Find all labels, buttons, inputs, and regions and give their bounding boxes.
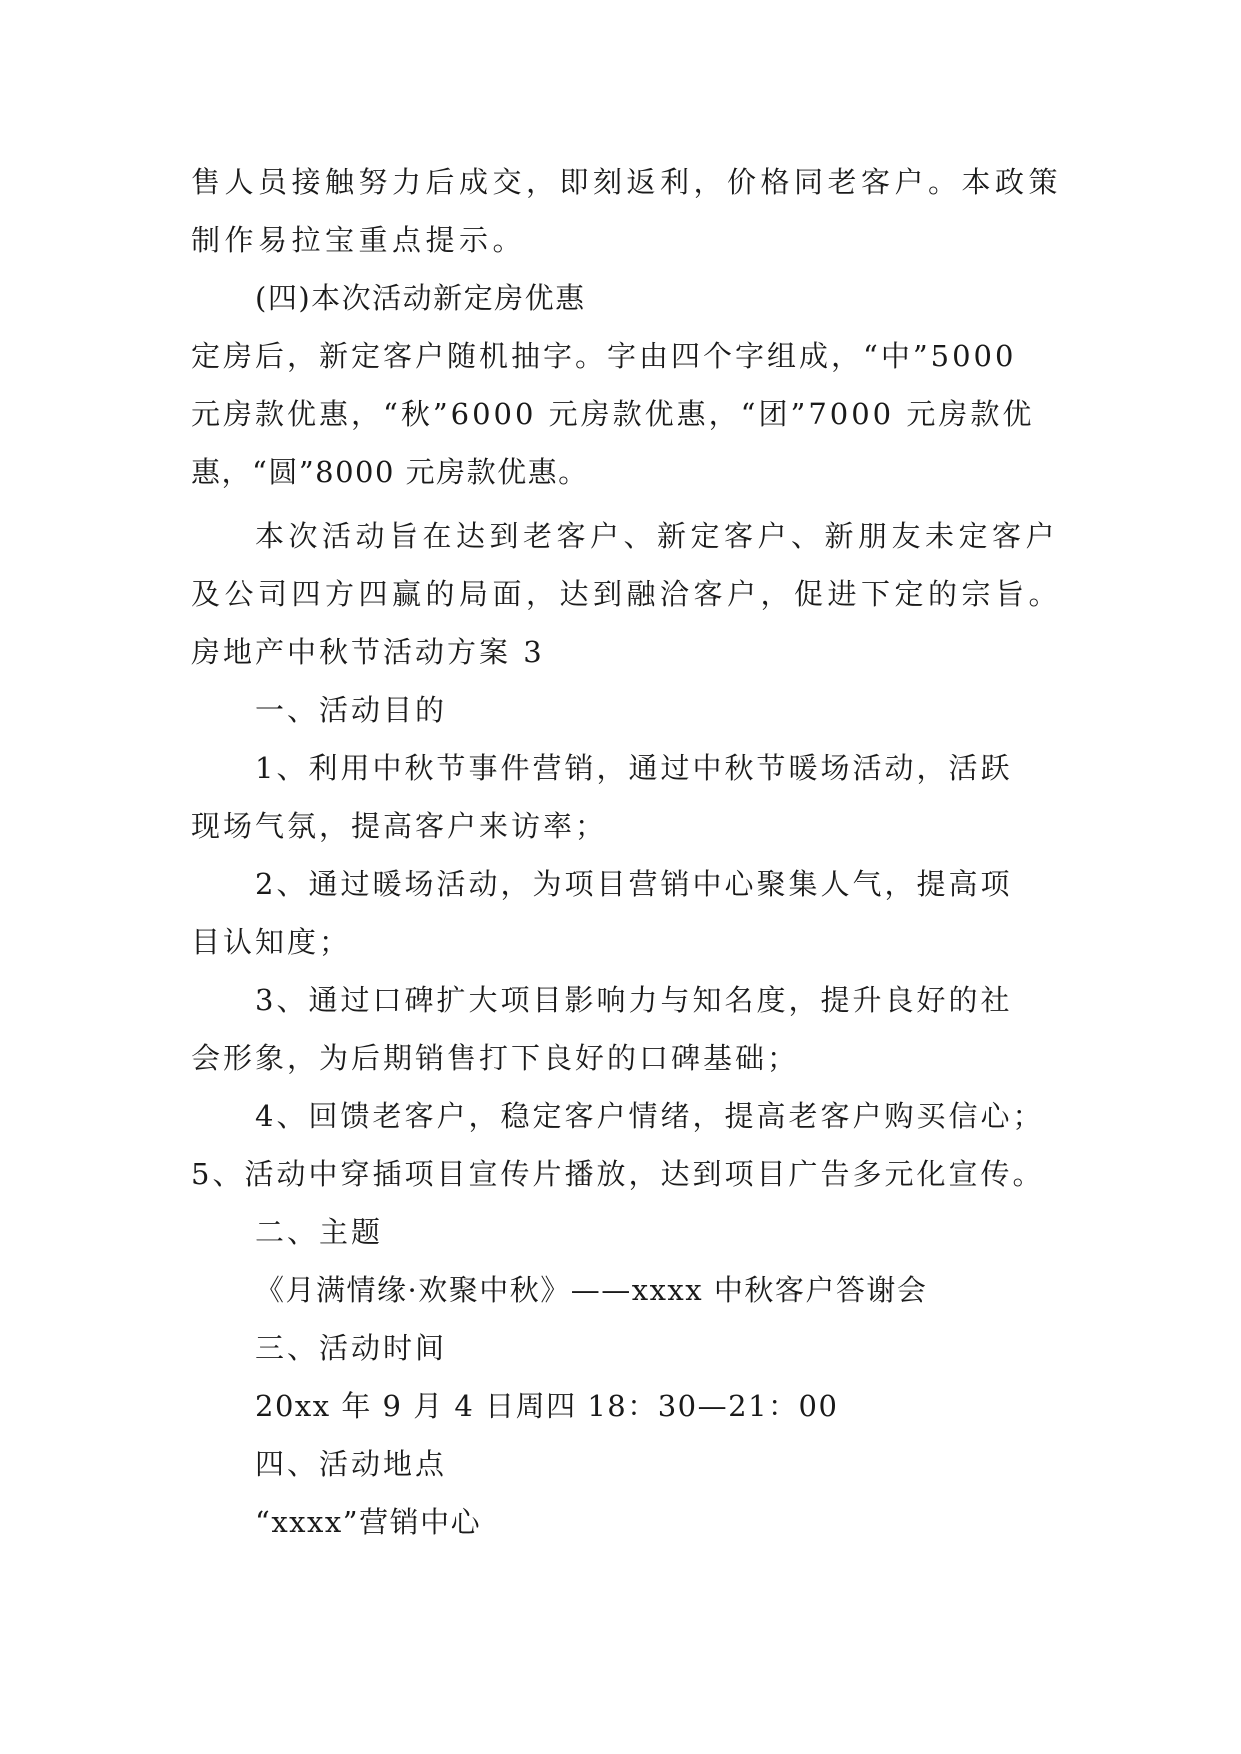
- section-heading: (四)本次活动新定房优惠: [255, 281, 586, 315]
- list-item: 3、通过口碑扩大项目影响力与知名度，提升良好的社: [255, 983, 1013, 1017]
- list-item-continuation: 目认知度；: [191, 925, 352, 959]
- list-item: 4、回馈老客户，稳定客户情绪，提高老客户购买信心；: [255, 1099, 1045, 1133]
- list-item-continuation: 现场气氛，提高客户来访率；: [191, 809, 608, 843]
- event-location-text: “xxxx”营销中心: [255, 1505, 482, 1539]
- list-item: 5、活动中穿插项目宣传片播放，达到项目广告多元化宣传。: [191, 1157, 1045, 1191]
- event-time-text: 20xx 年 9 月 4 日周四 18：30—21：00: [255, 1389, 839, 1423]
- text-line: 本次活动旨在达到老客户、新定客户、新朋友未定客户: [255, 519, 1060, 553]
- section-heading: 二、主题: [255, 1215, 384, 1249]
- text-line: 售人员接触努力后成交，即刻返利，价格同老客户。本政策: [191, 165, 1063, 199]
- list-item-continuation: 会形象，为后期销售打下良好的口碑基础；: [191, 1041, 800, 1075]
- section-heading: 三、活动时间: [255, 1331, 448, 1365]
- text-line: 元房款优惠，“秋”6000 元房款优惠，“团”7000 元房款优: [191, 397, 1035, 431]
- section-heading: 四、活动地点: [255, 1447, 448, 1481]
- text-line: 制作易拉宝重点提示。: [191, 223, 527, 257]
- document-title: 房地产中秋节活动方案 3: [191, 635, 545, 669]
- section-heading: 一、活动目的: [255, 693, 448, 727]
- text-line: 及公司四方四赢的局面，达到融洽客户，促进下定的宗旨。: [191, 577, 1063, 611]
- list-item: 2、通过暖场活动，为项目营销中心聚集人气，提高项: [255, 867, 1013, 901]
- text-line: 惠，“圆”8000 元房款优惠。: [191, 455, 589, 489]
- list-item: 1、利用中秋节事件营销，通过中秋节暖场活动，活跃: [255, 751, 1013, 785]
- theme-text: 《月满情缘·欢聚中秋》——xxxx 中秋客户答谢会: [255, 1273, 928, 1307]
- text-line: 定房后，新定客户随机抽字。字由四个字组成，“中”5000: [191, 339, 1017, 373]
